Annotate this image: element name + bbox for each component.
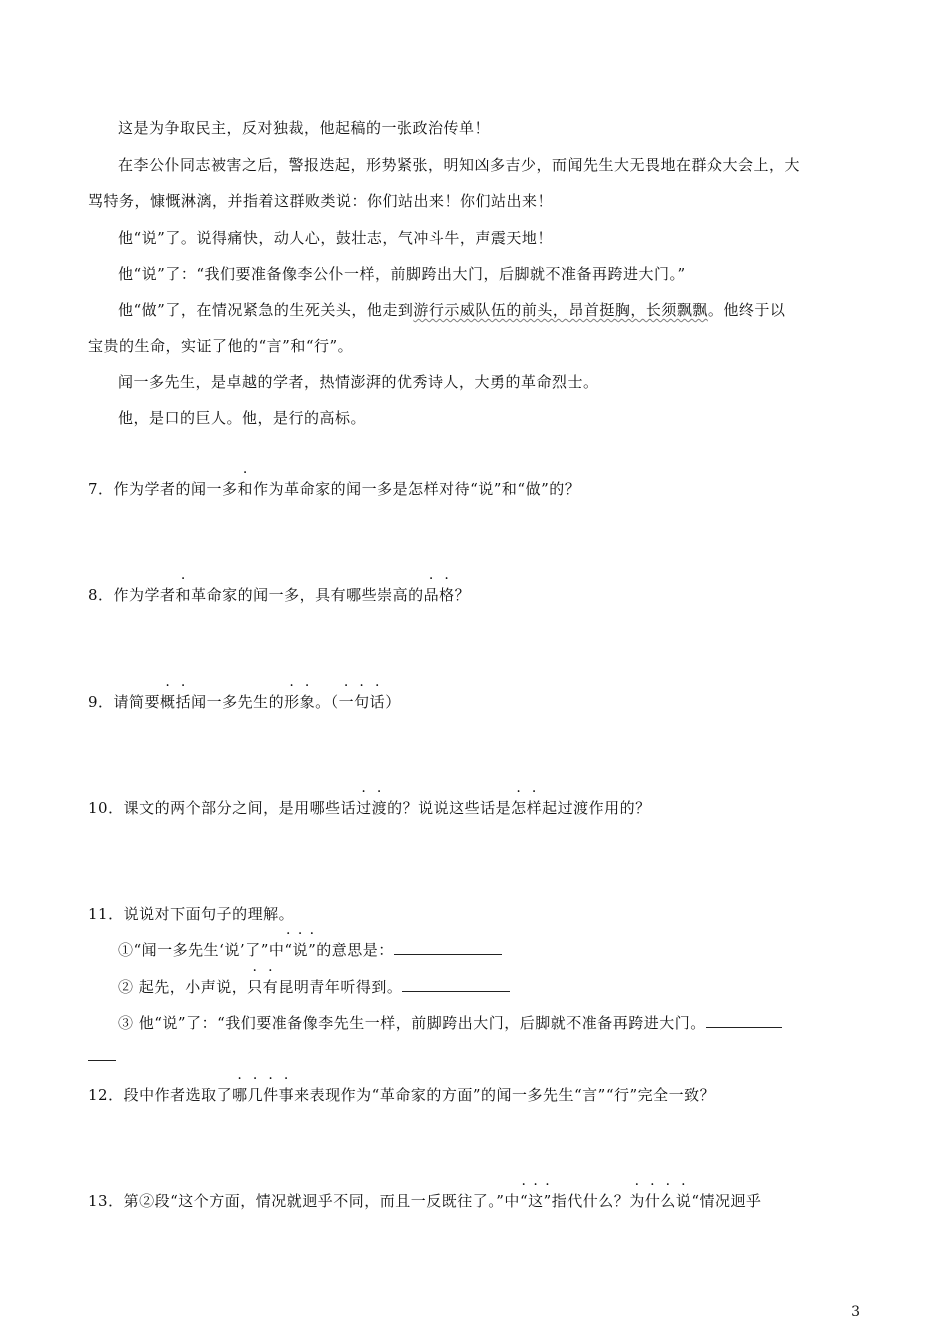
emphasis-dot-char: 什 — [644, 1192, 661, 1210]
passage-paragraph-6: 闻一多先生，是卓越的学者，热情澎湃的优秀诗人，大勇的革命烈士。 — [118, 373, 599, 391]
answer-blank-continuation[interactable] — [88, 1047, 116, 1065]
emphasis-dot-char: 只 — [247, 978, 263, 996]
emphasis-dot-char: 渡 — [371, 799, 388, 817]
question-11-item-2: ② 起先，小声说，只有昆明青年听得到。 — [118, 976, 510, 997]
emphasis-dot-char: 一 — [338, 693, 355, 711]
emphasis-dot-char: 有 — [262, 978, 279, 996]
emphasis-dot-char: 概 — [160, 693, 176, 711]
emphasis-dot-char: 品 — [423, 586, 440, 604]
emphasis-dot-char: 件 — [263, 1086, 279, 1104]
passage-paragraph-5-line-2: 宝贵的生命，实证了他的“言”和“行”。 — [88, 337, 354, 355]
emphasis-dot-char: 句 — [354, 693, 370, 711]
emphasis-dot-char: 话 — [369, 693, 386, 711]
emphasis-dot-char: 哪 — [232, 1086, 248, 1104]
emphasis-dot-char: 事 — [278, 1086, 295, 1104]
emphasis-dot-char: 形 — [284, 693, 300, 711]
emphasis-dot-char: 和 — [237, 480, 254, 498]
emphasis-dot-char: 说 — [675, 1192, 692, 1210]
question-11-item-3: ③ 他“说”了：“我们要准备像李先生一样，前脚跨出大门，后脚就不准备再跨进大门。 — [118, 1012, 782, 1033]
question-10: 10．课文的两个部分之间，是用哪些话过渡的？说说这些话是怎样起过渡作用的？ — [88, 799, 651, 817]
emphasis-dot-char: 为 — [629, 1192, 645, 1210]
question-13: 13．第②段“这个方面，情况就迥乎不同，而且一反既往了。”中· “这· ”指代什么？为什么说“情况迥乎 — [88, 1190, 762, 1211]
emphasis-dot-char: 样 — [526, 799, 543, 817]
passage-paragraph-5-line-1: 他“做”了，在情况紧急的生死关头，他走到游行示威队伍的前头，昂首挺胸，长须飘飘。他终于以 — [118, 301, 786, 319]
wavy-underlined-phrase: 游行示威队伍的前头，昂首挺胸，长须飘飘 — [413, 301, 708, 319]
question-12: 12．段中作者选取了哪几件事来表现作为“革命家的方面”的闻一多先生“言”“行”完全一致？ — [88, 1086, 716, 1104]
passage-paragraph-2-line-1: 在李公仆同志被害之后，警报迭起，形势紧张，明知凶多吉少，而闻先生大无畏地在群众大会上，大 — [118, 156, 801, 174]
emphasis-dot-char: 和 — [175, 586, 192, 604]
emphasis-dot-char: · ” — [308, 941, 316, 959]
emphasis-dot-char: 说 — [292, 941, 309, 959]
emphasis-dot-char: · ” — [544, 1192, 552, 1210]
emphasis-dot-char: · “ — [520, 1192, 528, 1210]
passage-paragraph-4: 他“说”了：“我们要准备像李公仆一样，前脚跨出大门，后脚就不准备再跨进大门。” — [118, 265, 686, 283]
answer-blank[interactable] — [402, 990, 510, 992]
emphasis-dot-char: · “ — [284, 941, 292, 959]
question-9: 9．请简要概括闻一多先生的形象。（一句话） — [88, 693, 401, 711]
emphasis-dot-char: 么 — [660, 1192, 676, 1210]
question-8: 8．作为学者和革命家的闻一多，具有哪些崇高的品格？ — [88, 586, 471, 604]
page-number: 3 — [851, 1304, 860, 1320]
emphasis-dot-char: 怎 — [511, 799, 527, 817]
question-11-stem: 11．说说对下面句子的理解。 — [88, 905, 295, 923]
emphasis-dot-char: 几 — [247, 1086, 264, 1104]
passage-paragraph-3: 他“说”了。说得痛快，动人心，鼓壮志，气冲斗牛，声震天地！ — [118, 229, 553, 247]
answer-blank[interactable] — [706, 1026, 782, 1028]
passage-paragraph-7: 他，是口的巨人。他，是行的高标。 — [118, 409, 367, 427]
emphasis-dot-char: 括 — [175, 693, 192, 711]
answer-blank[interactable] — [394, 953, 502, 955]
question-11-item-1: ①“闻一多先生‘说’了”中· “说· ”的意思是： — [118, 939, 502, 960]
passage-paragraph-2-line-2: 骂特务，慷慨淋漓，并指着这群败类说：你们站出来！你们站出来！ — [88, 192, 554, 210]
emphasis-dot-char: 格 — [439, 586, 455, 604]
question-7: 7．作为学者的闻一多和作为革命家的闻一多是怎样对待“说”和“做”的？ — [88, 480, 581, 498]
emphasis-dot-char: 象 — [299, 693, 316, 711]
passage-paragraph-1: 这是为争取民主，反对独裁，他起稿的一张政治传单！ — [118, 119, 491, 137]
emphasis-dot-char: 这 — [528, 1192, 544, 1210]
emphasis-dot-char: 过 — [356, 799, 372, 817]
